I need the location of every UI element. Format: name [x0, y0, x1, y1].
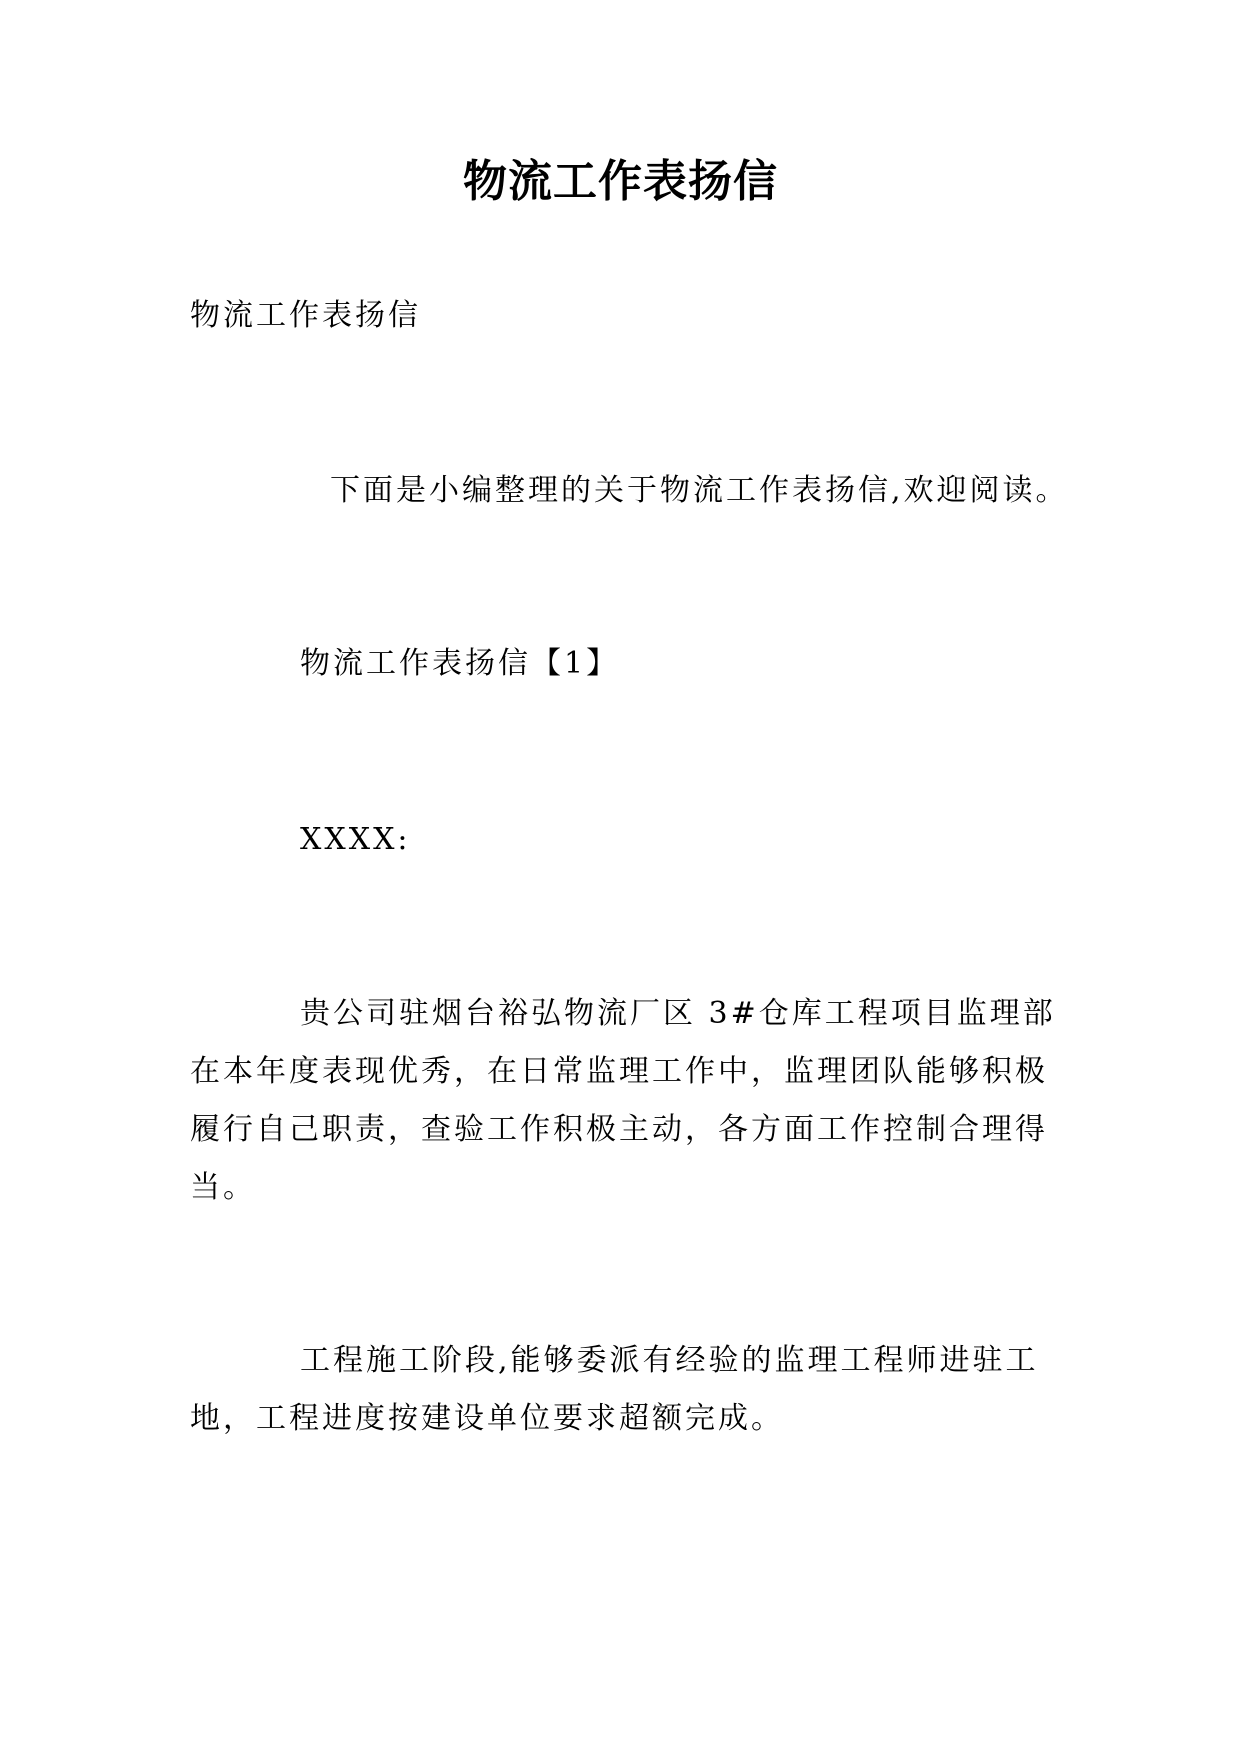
document-subtitle: 物流工作表扬信 [190, 298, 421, 333]
paragraph-line: 当。 [190, 1170, 256, 1205]
paragraph-line: 在本年度表现优秀，在日常监理工作中，监理团队能够积极 [190, 1054, 1048, 1089]
paragraph-line: 履行自己职责，查验工作积极主动，各方面工作控制合理得 [190, 1112, 1048, 1147]
section-heading: 物流工作表扬信【1】 [300, 646, 620, 681]
body-paragraph-2 [190, 1332, 1070, 1448]
paragraph-line: 贵公司驻烟台裕弘物流厂区 3#仓库工程项目监理部 [300, 996, 1056, 1031]
salutation: XXXX: [300, 822, 411, 857]
body-paragraph-1 [190, 985, 1070, 1217]
paragraph-line: 地，工程进度按建设单位要求超额完成。 [190, 1401, 784, 1436]
paragraph-line: 工程施工阶段,能够委派有经验的监理工程师进驻工 [300, 1343, 1039, 1378]
document-title: 物流工作表扬信 [463, 156, 778, 207]
intro-text: 下面是小编整理的关于物流工作表扬信,欢迎阅读。 [330, 473, 1069, 508]
